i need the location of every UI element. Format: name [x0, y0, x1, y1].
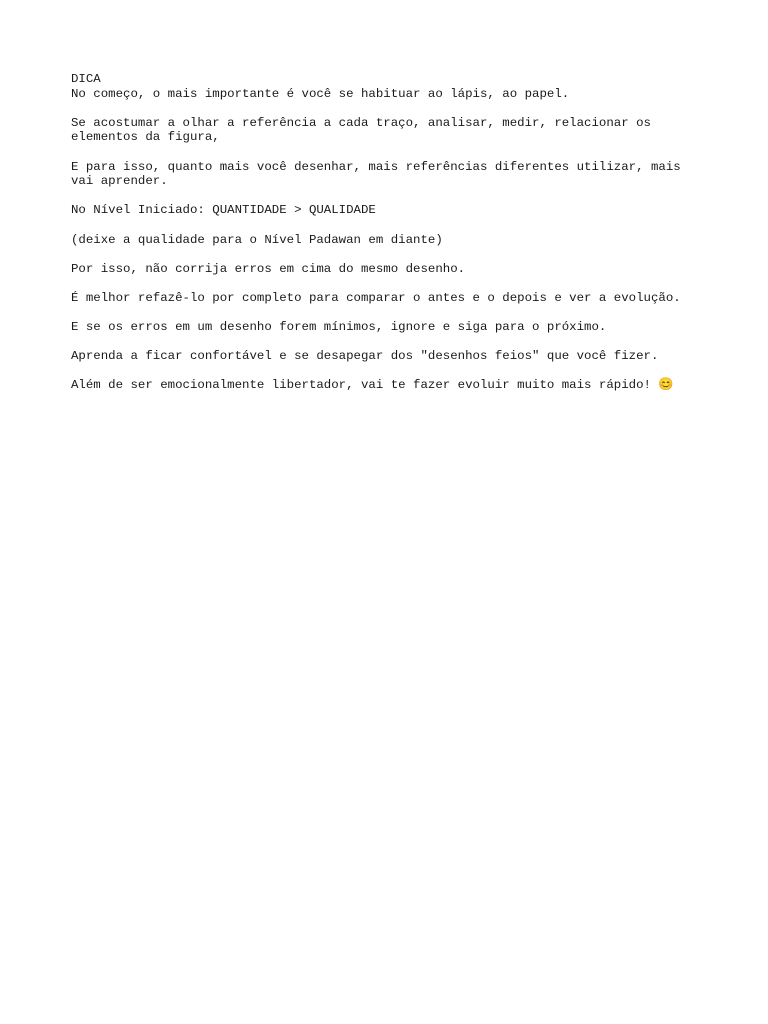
- document-heading: DICA: [71, 72, 101, 86]
- paragraph-6: Por isso, não corrija erros em cima do mesmo desenho.: [71, 261, 466, 276]
- paragraph-1: No começo, o mais importante é você se habituar ao lápis, ao papel.: [71, 86, 570, 101]
- paragraph-7: É melhor refazê-lo por completo para comparar o antes e o depois e ver a evolução.: [71, 290, 681, 305]
- paragraph-4: No Nível Iniciado: QUANTIDADE > QUALIDADE: [71, 203, 376, 218]
- paragraph-2: Se acostumar a olhar a referência a cada traço, analisar, medir, relacionar os elementos da figura,: [71, 115, 651, 145]
- paragraph-8: E se os erros em um desenho forem mínimos, ignore e siga para o próximo.: [71, 320, 607, 335]
- paragraph-9: Aprenda a ficar confortável e se desapegar dos "desenhos feios" que você fizer.: [71, 349, 659, 364]
- paragraph-3: E para isso, quanto mais você desenhar, mais referências diferentes utilizar, mais vai aprender.: [71, 159, 681, 189]
- document-page: [71, 72, 711, 408]
- paragraph-5: (deixe a qualidade para o Nível Padawan em diante): [71, 232, 443, 247]
- paragraph-10: Além de ser emocionalmente libertador, vai te fazer evoluir muito mais rápido! 😊: [71, 378, 674, 393]
